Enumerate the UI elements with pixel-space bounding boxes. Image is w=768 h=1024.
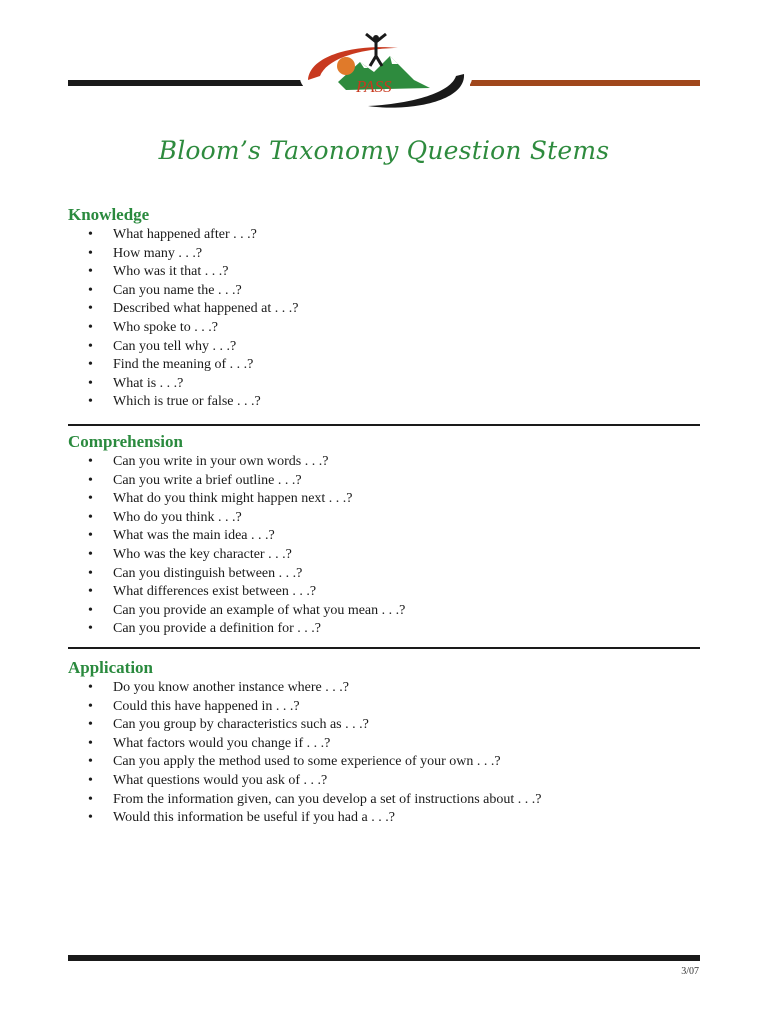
bullet: • — [88, 454, 93, 469]
list-item — [68, 772, 700, 791]
list-item — [68, 319, 700, 338]
question-list — [68, 226, 700, 412]
list-item — [68, 753, 700, 772]
list-item — [68, 490, 700, 509]
list-item — [68, 226, 700, 245]
list-item — [68, 620, 700, 639]
list-item-text: Who was the key character . . .? — [113, 546, 292, 562]
list-item-text: How many . . .? — [113, 245, 203, 261]
bullet: • — [88, 491, 93, 507]
list-item-text: Can you apply the method used to some experience of your own . . .? — [113, 754, 501, 770]
list-item-text: Do you know another instance where . . .? — [113, 680, 349, 695]
bullet: • — [88, 319, 93, 335]
list-item — [68, 791, 700, 810]
section-heading: Comprehension — [68, 432, 183, 451]
list-item — [68, 453, 700, 472]
list-item — [68, 565, 700, 584]
section-knowledge — [68, 204, 700, 412]
list-item-text: Described what happened at . . .? — [113, 301, 299, 317]
list-item-text: Can you provide a definition for . . .? — [113, 621, 322, 637]
list-item-text: Who spoke to . . .? — [113, 319, 218, 335]
bullet: • — [88, 717, 93, 733]
list-item-text: Can you distinguish between . . .? — [113, 565, 303, 581]
bullet: • — [88, 810, 93, 826]
bullet: • — [88, 301, 93, 317]
list-item-text: What was the main idea . . .? — [113, 528, 275, 544]
question-list — [68, 679, 700, 828]
list-item — [68, 300, 700, 319]
list-item-text: Can you write in your own words . . .? — [113, 454, 329, 469]
question-list — [68, 453, 700, 639]
bullet: • — [88, 584, 93, 600]
footer-date-code: 3/07 — [681, 966, 699, 977]
list-item-text: Find the meaning of . . .? — [113, 357, 254, 373]
bullet: • — [88, 528, 93, 544]
list-item-text: Could this have happened in . . .? — [113, 698, 300, 714]
bullet: • — [88, 227, 93, 242]
list-item-text: Can you name the . . .? — [113, 282, 242, 298]
bullet: • — [88, 338, 93, 354]
bullet: • — [88, 735, 93, 751]
list-item — [68, 282, 700, 301]
list-item-text: Can you provide an example of what you mean . . .? — [113, 602, 406, 618]
bullet: • — [88, 264, 93, 280]
bullet: • — [88, 394, 93, 410]
list-item — [68, 375, 700, 394]
list-item-text: Can you write a brief outline . . .? — [113, 472, 302, 488]
list-item-text: Who do you think . . .? — [113, 509, 242, 525]
list-item-text: Which is true or false . . .? — [113, 394, 261, 410]
section-application — [68, 657, 700, 828]
list-item-text: What do you think might happen next . . .? — [113, 491, 353, 507]
list-item — [68, 583, 700, 602]
bullet: • — [88, 565, 93, 581]
bullet: • — [88, 375, 93, 391]
bullet: • — [88, 680, 93, 695]
list-item — [68, 356, 700, 375]
bullet: • — [88, 282, 93, 298]
pass-logo — [298, 32, 474, 112]
list-item — [68, 546, 700, 565]
list-item — [68, 527, 700, 546]
bullet: • — [88, 772, 93, 788]
list-item-text: Who was it that . . .? — [113, 264, 229, 280]
bullet: • — [88, 791, 93, 807]
section-divider — [68, 647, 700, 649]
section-heading: Application — [68, 658, 154, 677]
list-item — [68, 716, 700, 735]
bullet: • — [88, 754, 93, 770]
header-rule-right — [470, 80, 700, 86]
list-item — [68, 809, 700, 828]
bullet: • — [88, 472, 93, 488]
document-title: Bloom’s Taxonomy Question Stems — [158, 136, 610, 165]
bullet: • — [88, 602, 93, 618]
list-item — [68, 472, 700, 491]
section-divider — [68, 424, 700, 426]
list-item-text: What factors would you change if . . .? — [113, 735, 331, 751]
bullet: • — [88, 357, 93, 373]
bullet: • — [88, 698, 93, 714]
list-item-text: What is . . .? — [113, 375, 184, 391]
list-item-text: What happened after . . .? — [113, 227, 257, 242]
bullet: • — [88, 509, 93, 525]
list-item — [68, 263, 700, 282]
section-heading: Knowledge — [68, 205, 150, 224]
list-item — [68, 393, 700, 412]
list-item — [68, 679, 700, 698]
list-item-text: From the information given, can you develop a set of instructions about . . .? — [113, 791, 542, 807]
bullet: • — [88, 245, 93, 261]
header-rule-left — [68, 80, 303, 86]
footer-rule — [68, 955, 700, 961]
list-item — [68, 509, 700, 528]
list-item-text: Can you group by characteristics such as . . .? — [113, 717, 369, 733]
list-item-text: Can you tell why . . .? — [113, 338, 237, 354]
list-item-text: What questions would you ask of . . .? — [113, 772, 328, 788]
bullet: • — [88, 621, 93, 637]
list-item — [68, 602, 700, 621]
section-comprehension — [68, 431, 700, 639]
list-item-text: What differences exist between . . .? — [113, 584, 317, 600]
list-item-text: Would this information be useful if you had a . . .? — [113, 810, 395, 826]
bullet: • — [88, 546, 93, 562]
list-item — [68, 698, 700, 717]
pass-logo-text: PASS — [356, 77, 392, 96]
list-item — [68, 245, 700, 264]
list-item — [68, 338, 700, 357]
list-item — [68, 735, 700, 754]
